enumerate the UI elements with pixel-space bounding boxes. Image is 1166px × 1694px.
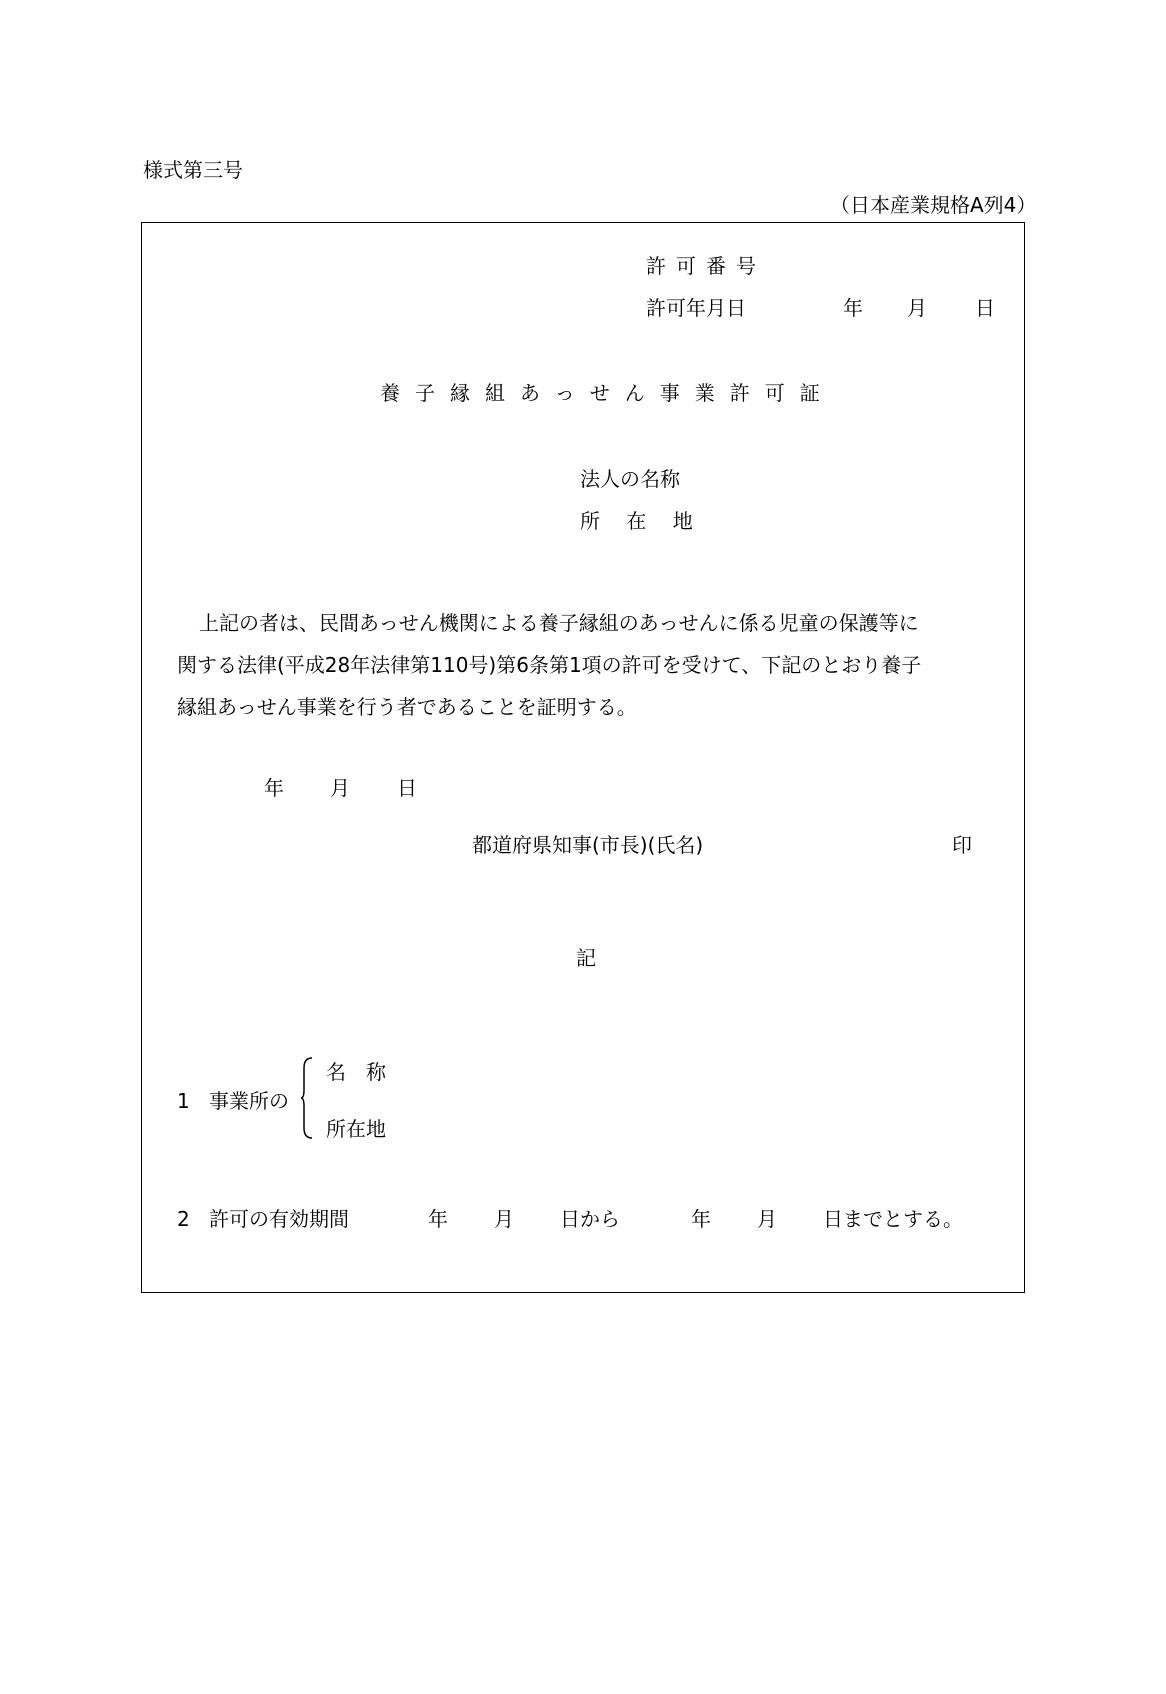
certification-statement <box>177 602 997 728</box>
statement-line-3: 縁組あっせん事業を行う者であることを証明する。 <box>177 695 637 719</box>
item2-from: 日から <box>560 1207 620 1231</box>
permit-number-label: 許可番号 <box>646 254 766 278</box>
item2-year2: 年 <box>691 1207 711 1231</box>
form-number: 様式第三号 <box>143 158 243 182</box>
issue-date-day: 日 <box>397 776 417 800</box>
issue-date-year: 年 <box>264 776 284 800</box>
record-label: 記 <box>576 946 596 970</box>
item2-number: 2 <box>177 1207 190 1231</box>
issue-date-month: 月 <box>330 776 350 800</box>
permit-date-month: 月 <box>907 296 927 320</box>
item2-until: 日までとする。 <box>823 1207 963 1231</box>
item1-number: 1 <box>177 1089 190 1113</box>
permit-date-year: 年 <box>843 296 863 320</box>
item2-month1: 月 <box>494 1207 514 1231</box>
certificate-title: 養子縁組あっせん事業許可証 <box>380 381 835 405</box>
item1-location-label: 所在地 <box>326 1117 386 1141</box>
statement-line-2: 関する法律(平成28年法律第110号)第6条第1項の許可を受けて、下記のとおり養子 <box>177 653 922 677</box>
permit-date-label: 許可年月日 <box>646 296 746 320</box>
item1-name-label: 名 称 <box>326 1060 386 1084</box>
paper-size-note: （日本産業規格A列4） <box>830 193 1037 217</box>
item2-year1: 年 <box>428 1207 448 1231</box>
left-brace-icon <box>300 1056 314 1140</box>
seal-mark: 印 <box>952 833 972 857</box>
issuer-label: 都道府県知事(市長)(氏名) <box>472 833 704 857</box>
permit-date-day: 日 <box>975 296 995 320</box>
item2-month2: 月 <box>757 1207 777 1231</box>
statement-line-1: 上記の者は、民間あっせん機関による養子縁組のあっせんに係る児童の保護等に <box>199 611 919 635</box>
item2-label: 許可の有効期間 <box>209 1207 349 1231</box>
corporation-name-label: 法人の名称 <box>580 467 680 491</box>
item1-label: 事業所の <box>209 1089 289 1113</box>
corporation-location-label: 所 在 地 <box>580 509 703 533</box>
